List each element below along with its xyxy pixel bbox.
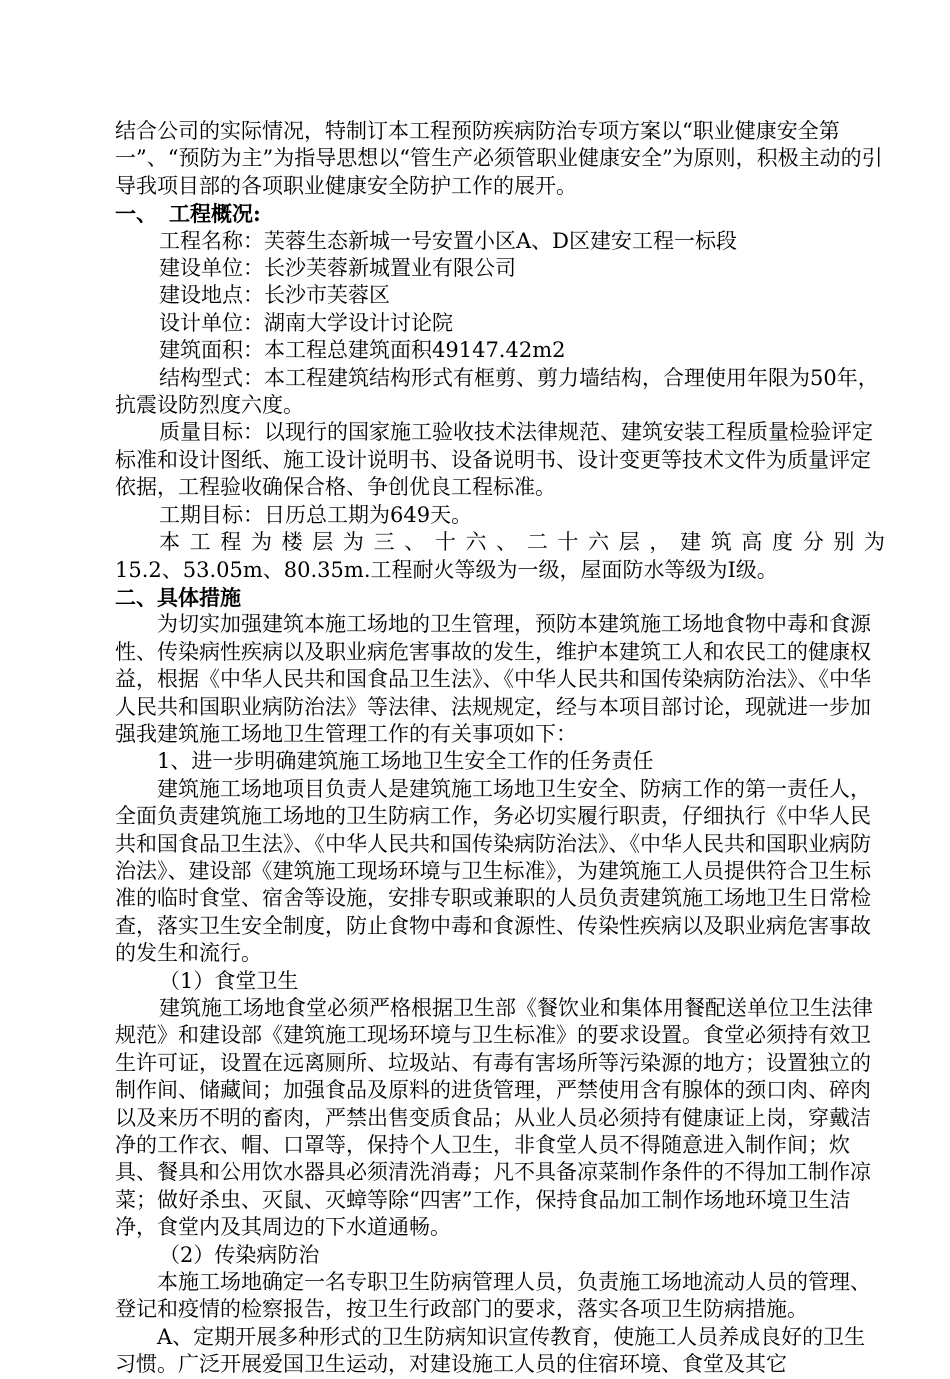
building-height-line1: 本工程为楼层为三、十六、二十六层，建筑高度分别为 bbox=[159, 530, 885, 555]
disease-title: （2）传染病防治 bbox=[159, 1242, 320, 1267]
subsection1-title: 1、进一步明确建筑施工场地卫生安全工作的任务责任 bbox=[157, 749, 654, 774]
section2-intro: 为切实加强建筑本施工场地的卫生管理，预防本建筑施工场地食物中毒和食源性、传染病性疾病以及职业病危害事故的发生，维护本建筑工人和农民工的健康权益，根据《中华人民共和国食品卫生法》、《中华人民共和国传染病防治法》、《中华人民共和国职业病防治法》等法律、法规规定，经与本项目部讨论，现就进一步加强我建筑施工场地卫生管理工作的有关事项如下： bbox=[115, 612, 871, 746]
quality-target: 质量目标：以现行的国家施工验收技术法律规范、建筑安装工程质量检验评定标准和设计图纸、施工设计说明书、设备说明书、设计变更等技术文件为质量评定依据，工程验收确保合格、争创优良工程标准。 bbox=[115, 420, 873, 500]
disease-body: 本施工场地确定一名专职卫生防病管理人员，负责施工场地流动人员的管理、登记和疫情的检察报告，按卫生行政部门的要求，落实各项卫生防病措施。 bbox=[115, 1270, 871, 1322]
building-height-line2: 15.2、53.05m、80.35m.工程耐火等级为一级，屋面防水等级为Ⅰ级。 bbox=[115, 557, 778, 582]
schedule-target: 工期目标：日历总工期为649天。 bbox=[159, 502, 473, 527]
canteen-body: 建筑施工场地食堂必须严格根据卫生部《餐饮业和集体用餐配送单位卫生法律规范》和建设部《建筑施工现场环境与卫生标准》的要求设置。食堂必须持有效卫生许可证，设置在远离厕所、垃圾站、有毒有害场所等污染源的地方；设置独立的制作间、储藏间；加强食品及原料的进货管理，严禁使用含有腺体的颈口肉、碎肉以及来历不明的畜肉，严禁出售变质食品；从业人员必须持有健康证上岗，穿戴洁净的工作衣、帽、口罩等，保持个人卫生，非食堂人员不得随意进入制作间；炊具、餐具和公用饮水器具必须清洗消毒；凡不具备凉菜制作条件的不得加工制作凉菜；做好杀虫、灭鼠、灭蟑等除“四害”工作，保持食品加工制作场地环境卫生洁净，食堂内及其周边的下水道通畅。 bbox=[115, 996, 873, 1240]
section1-number: 一、 bbox=[115, 201, 157, 227]
intro-paragraph: 结合公司的实际情况，特制订本工程预防疾病防治专项方案以“职业健康安全第一”、“预防为主”为指导思想以“管生产必须管职业健康安全”为原则，积极主动的引导我项目部的各项职业健康安全防护工作的展开。 bbox=[115, 119, 883, 198]
section1-title: 工程概况: bbox=[169, 201, 261, 227]
construction-unit: 建设单位：长沙芙蓉新城置业有限公司 bbox=[159, 256, 516, 281]
document-page bbox=[115, 118, 885, 1379]
building-area: 建筑面积：本工程总建筑面积49147.42m2 bbox=[159, 338, 566, 363]
subsection1-body: 建筑施工场地项目负责人是建筑施工场地卫生安全、防病工作的第一责任人，全面负责建筑施工场地的卫生防病工作，务必切实履行职责，仔细执行《中华人民共和国食品卫生法》、《中华人民共和国传染病防治法》、《中华人民共和国职业病防治法》、建设部《建筑施工现场环境与卫生标准》，为建筑施工人员提供符合卫生标准的临时食堂、宿舍等设施，安排专职或兼职的人员负责建筑施工场地卫生日常检查，落实卫生安全制度，防止食物中毒和食源性、传染性疾病以及职业病危害事故的发生和流行。 bbox=[115, 776, 871, 966]
section2-heading: 二、具体措施 bbox=[115, 584, 241, 610]
structure-type: 结构型式：本工程建筑结构形式有框剪、剪力墙结构，合理使用年限为50年，抗震设防烈度六度。 bbox=[115, 365, 879, 418]
project-name: 工程名称：芙蓉生态新城一号安置小区A、D区建安工程一标段 bbox=[159, 228, 738, 253]
item-a: A、定期开展多种形式的卫生防病知识宣传教育，使施工人员养成良好的卫生习惯。广泛开展爱国卫生运动，对建设施工人员的住宿环境、食堂及其它 bbox=[115, 1324, 866, 1377]
section1-heading bbox=[115, 200, 885, 227]
construction-location: 建设地点：长沙市芙蓉区 bbox=[159, 283, 390, 308]
canteen-title: （1）食堂卫生 bbox=[159, 968, 299, 993]
design-unit: 设计单位：湖南大学设计讨论院 bbox=[159, 310, 453, 335]
